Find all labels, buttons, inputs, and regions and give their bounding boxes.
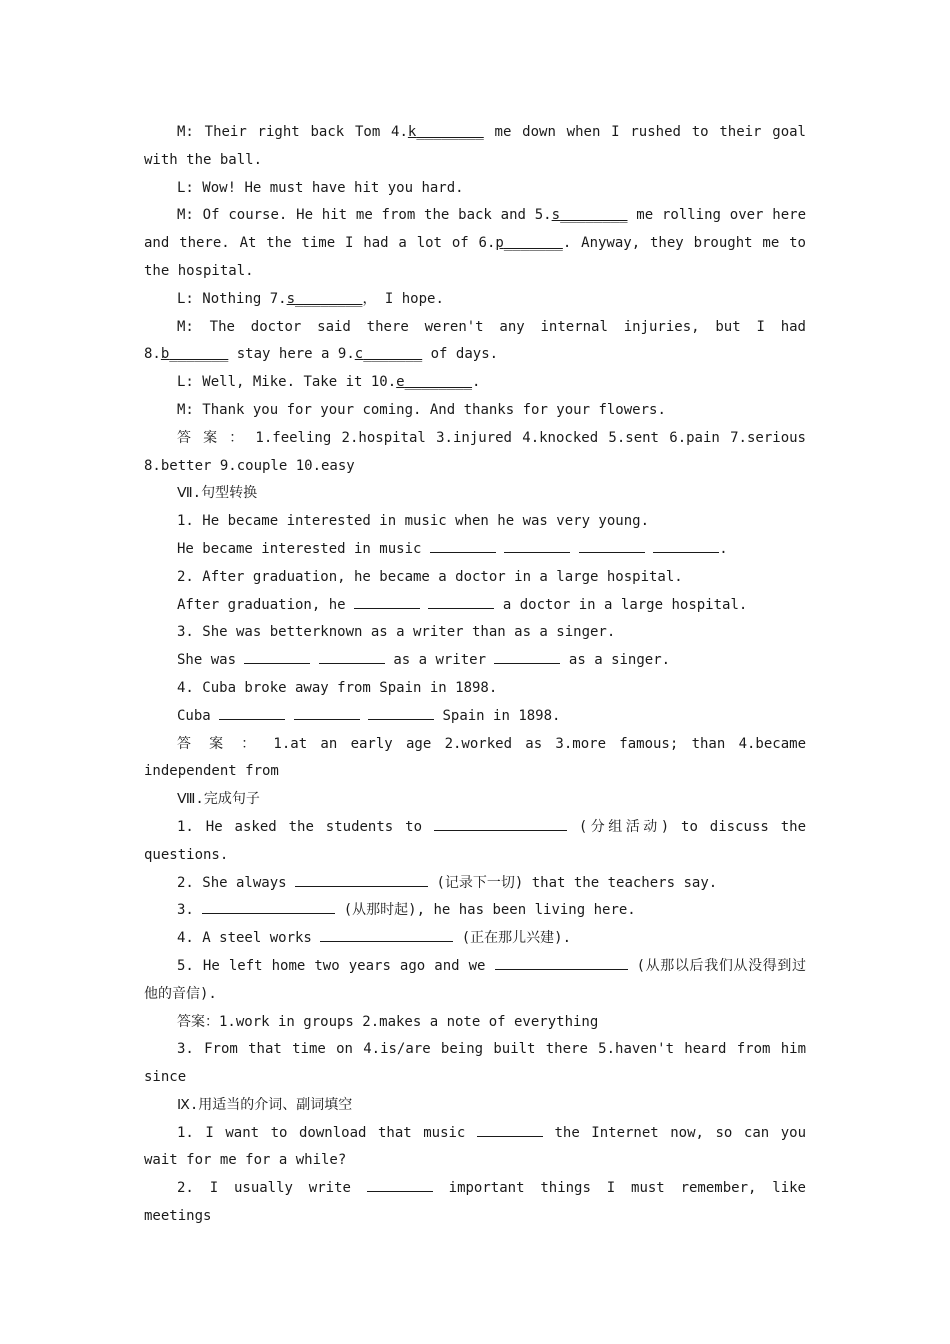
dialogue-line-7: [144, 397, 806, 425]
text-segment: ， I hope.: [362, 290, 444, 307]
text-segment: me rolling over here and there. At the time I had a lot of 6.: [144, 207, 806, 252]
text-segment: the Internet now, so can you wait for me for a while?: [144, 1124, 807, 1169]
text-segment: He became interested in music: [177, 540, 422, 557]
dialogue-line-5: [144, 314, 806, 370]
section-7-title: Ⅶ.句型转换: [177, 485, 258, 502]
s7-rewrite-2: [144, 592, 806, 620]
s8-question-1: [144, 814, 806, 870]
text-segment: as a writer: [393, 652, 487, 669]
hint-letter: s: [286, 290, 296, 307]
blank: [434, 816, 567, 831]
text-segment: 1. I want to download that music: [177, 1124, 466, 1141]
text-segment: Of course. He hit me from the back and 5.: [202, 207, 552, 224]
text-segment: (正在那儿兴建).: [461, 930, 572, 947]
speaker: M:: [177, 207, 194, 224]
blank: [295, 872, 428, 887]
s7-rewrite-1: He became interested in music .: [144, 536, 806, 564]
text-segment: .: [472, 374, 481, 391]
blank-with-letter: s________: [286, 290, 363, 307]
text-segment: 2. I usually write: [177, 1180, 351, 1197]
text-segment: (记录下一切) that the teachers say.: [436, 874, 718, 891]
blank: [367, 1177, 433, 1192]
blank: [219, 705, 285, 720]
dialogue-line-2: [144, 175, 806, 203]
blank: [202, 899, 335, 914]
hint-letter: e: [396, 374, 405, 391]
blank: [294, 705, 360, 720]
section-8-title: Ⅷ.完成句子: [177, 791, 260, 808]
blank: [430, 538, 496, 553]
blank-with-letter: p_______: [495, 235, 563, 252]
dialogue-answer: 答 案 ： 1.feeling 2.hospital 3.injured 4.knocked 5.sent 6.pain 7.serious 8.better 9.couple 10.easy: [144, 429, 806, 474]
blank-with-letter: e________: [396, 374, 473, 391]
s7-rewrite-3: [144, 647, 806, 675]
text-segment: 2. She always: [177, 874, 287, 891]
blank: [354, 594, 420, 609]
blank: [495, 955, 628, 970]
text-segment: (从那以后我们从没得到过他的音信).: [144, 957, 806, 1002]
text-segment: Spain in 1898.: [442, 707, 561, 724]
text-segment: (从那时起), he has been living here.: [343, 902, 636, 919]
section-9-title: Ⅸ.用适当的介词、副词填空: [177, 1096, 353, 1113]
dialogue-line-4: [144, 286, 806, 314]
blank: [477, 1122, 543, 1137]
text-segment: as a singer.: [568, 652, 671, 669]
s8-question-3: [144, 897, 806, 925]
dialogue-line-3: [144, 202, 806, 285]
text-segment: After graduation, he: [177, 596, 346, 613]
dialogue-line-1: [144, 119, 806, 175]
speaker: M:: [177, 401, 194, 418]
text-segment: . Anyway, they brought me to the hospital.: [144, 235, 806, 279]
blank: [504, 538, 570, 553]
s7-question-3: 3. She was betterknown as a writer than as a singer.: [177, 624, 616, 641]
s8-answer-1: 答案：1.work in groups 2.makes a note of everything: [177, 1013, 599, 1030]
s9-question-1: [144, 1120, 806, 1176]
speaker: L:: [177, 290, 194, 307]
text-segment: 4. A steel works: [177, 930, 312, 947]
s9-question-2: [144, 1175, 806, 1231]
text-segment: Cuba: [177, 707, 211, 724]
blank: [319, 649, 385, 664]
blank-with-letter: c_______: [354, 346, 423, 363]
text-segment: The doctor said there weren't any internal injuries, but I had 8.: [144, 318, 806, 363]
text-segment: 3.: [177, 902, 194, 919]
blank: [320, 927, 453, 942]
blank: [244, 649, 310, 664]
text-segment: Well, Mike. Take it 10.: [202, 374, 397, 391]
text-segment: Nothing 7.: [202, 290, 287, 307]
speaker: M:: [177, 318, 194, 335]
blank-with-letter: k________: [407, 124, 484, 140]
hint-letter: k: [407, 124, 417, 140]
s7-rewrite-4: [144, 703, 806, 731]
hint-letter: s: [551, 207, 561, 224]
text-segment: She was: [177, 652, 237, 669]
document-page: [144, 119, 806, 1231]
text-segment: Wow! He must have hit you hard.: [202, 179, 464, 196]
text-segment: stay here a 9.: [228, 346, 355, 363]
blank: [579, 538, 645, 553]
dialogue-line-6: [144, 369, 806, 397]
text-segment: 5. He left home two years ago and we: [177, 957, 486, 974]
blank: [653, 538, 719, 553]
blank-with-letter: s________: [551, 207, 628, 224]
text-segment: me down when I rushed to their goal with the ball.: [144, 124, 806, 168]
s7-question-2: 2. After graduation, he became a doctor in a large hospital.: [177, 568, 683, 585]
text-segment: of days.: [422, 346, 499, 363]
s7-question-1: 1. He became interested in music when he was very young.: [177, 513, 650, 530]
s8-question-2: [144, 870, 806, 898]
s7-question-4: 4. Cuba broke away from Spain in 1898.: [177, 679, 498, 696]
text-segment: 1. He asked the students to: [177, 818, 422, 835]
s8-question-4: [144, 925, 806, 953]
text-segment: Thank you for your coming. And thanks for your flowers.: [202, 401, 666, 418]
blank: [494, 649, 560, 664]
text-segment: important things I must remember, like meetings: [144, 1180, 806, 1225]
blank: [368, 705, 434, 720]
speaker: L:: [177, 374, 194, 391]
s7-answer: 答 案 ： 1.at an early age 2.worked as 3.more famous; than 4.became independent from: [144, 735, 806, 780]
s8-answer-2: 3. From that time on 4.is/are being built there 5.haven't heard from him since: [144, 1041, 806, 1086]
text-segment: (分组活动) to discuss the questions.: [144, 818, 806, 863]
text-segment: Their right back Tom 4.: [204, 124, 408, 140]
text-segment: a doctor in a large hospital.: [502, 596, 748, 613]
speaker: M:: [177, 124, 194, 140]
speaker: L:: [177, 179, 194, 196]
blank: [428, 594, 494, 609]
s8-question-5: [144, 953, 806, 1009]
hint-letter: b: [160, 346, 170, 363]
hint-letter: p: [495, 235, 504, 252]
blank-with-letter: b_______: [160, 346, 229, 363]
hint-letter: c: [354, 346, 364, 363]
